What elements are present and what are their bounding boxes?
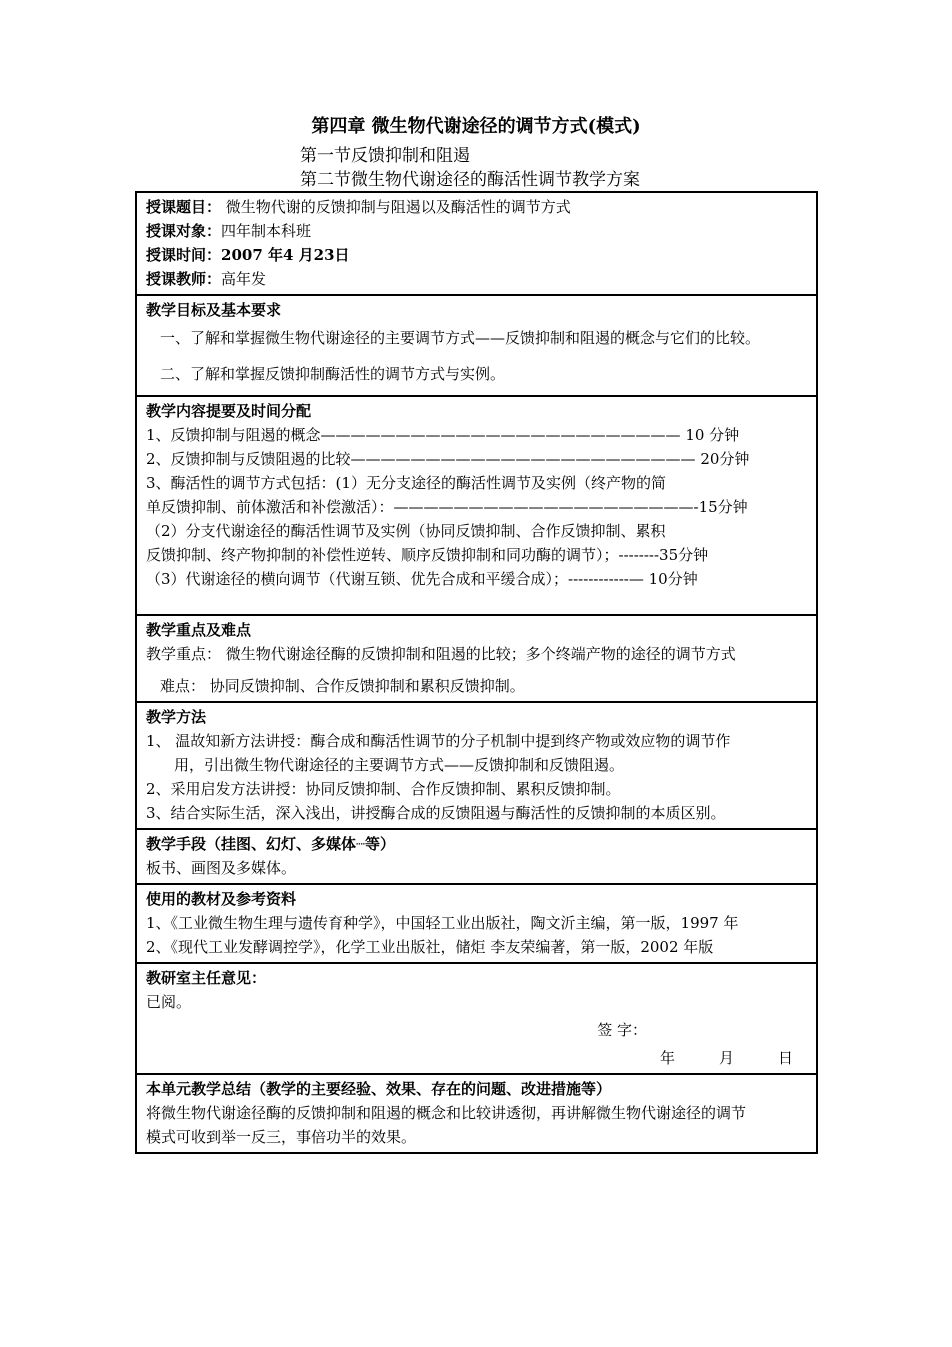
course-info-row [136,192,817,295]
content-line-5: （2）分支代谢途径的酶活性调节及实例（协同反馈抑制、合作反馈抑制、累积 [146,522,666,540]
date-year: 年 [659,1049,675,1067]
goals-cell [136,295,817,396]
keypoints-difficulty: 难点： 协同反馈抑制、合作反馈抑制和累积反馈抑制。 [160,677,525,695]
summary-line-1: 将微生物代谢途径酶的反馈抑制和阻遏的概念和比较讲透彻，再讲解微生物代谢途径的调节 [146,1104,747,1122]
chapter-title: 第四章 微生物代谢途径的调节方式(模式) [311,116,641,137]
topic-label: 授课题目： [146,198,222,216]
section-title-2: 第二节微生物代谢途径的酶活性调节教学方案 [300,170,640,190]
keypoints-cell [136,615,817,702]
goals-item-1: 一、了解和掌握微生物代谢途径的主要调节方式——反馈抑制和阻遏的概念与它们的比较。 [160,329,761,347]
materials-item-2: 2、《现代工业发酵调控学》，化学工业出版社，储炬 李友荣编著，第一版，2002 年版 [146,938,714,956]
means-row [136,829,817,884]
content-line-7: （3）代谢途径的横向调节（代谢互锁、优先合成和平缓合成）；------------— 10分钟 [146,570,698,588]
teaching-plan-table [135,191,818,1154]
methods-item-2: 2、采用启发方法讲授：协同反馈抑制、合作反馈抑制、累积反馈抑制。 [146,780,621,798]
content-line-4: 单反馈抑制、前体激活和补偿激活）：————————————————————-15分钟 [146,498,748,516]
content-line-6: 反馈抑制、终产物抑制的补偿性逆转、顺序反馈抑制和同功酶的调节）；--------35分钟 [146,546,709,564]
methods-row [136,702,817,829]
date-day: 日 [777,1049,793,1067]
methods-item-3: 3、结合实际生活，深入浅出，讲授酶合成的反馈阻遏与酶活性的反馈抑制的本质区别。 [146,804,726,822]
keypoints-heading: 教学重点及难点 [146,621,252,639]
methods-cell [136,702,817,829]
goals-row [136,295,817,396]
teacher-value: 高年发 [221,270,267,288]
content-line-2: 2、反馈抑制与反馈阻遏的比较——————————————————————— 20分钟 [146,450,750,468]
summary-heading: 本单元教学总结（教学的主要经验、效果、存在的问题、改进措施等） [146,1080,612,1098]
review-date [146,1046,807,1070]
keypoints-focus: 教学重点： 微生物代谢途径酶的反馈抑制和阻遏的比较；多个终端产物的途径的调节方式 [146,645,736,663]
section-title-1: 第一节反馈抑制和阻遏 [300,146,470,166]
summary-row [136,1074,817,1153]
review-value: 已阅。 [146,993,192,1011]
date-month: 月 [718,1049,734,1067]
content-row [136,396,817,615]
methods-heading: 教学方法 [146,708,207,726]
topic-value: 微生物代谢的反馈抑制与阻遏以及酶活性的调节方式 [225,198,571,216]
review-cell [136,963,817,1074]
review-heading: 教研室主任意见： [146,969,267,987]
goals-heading: 教学目标及基本要求 [146,301,282,319]
content-line-3: 3、酶活性的调节方式包括：(1）无分支途径的酶活性调节及实例（终产物的简 [146,474,666,492]
time-label: 授课时间： [146,246,222,264]
teacher-label: 授课教师： [146,270,222,288]
signature-label: 签 字： [597,1021,647,1039]
materials-heading: 使用的教材及参考资料 [146,890,297,908]
means-value: 板书、画图及多媒体。 [146,859,297,877]
time-value: 2007 年4 月23日 [221,246,350,264]
content-line-1: 1、反馈抑制与阻遏的概念———————————————————————— 10 分钟 [146,426,740,444]
methods-item-1a: 1、 温故知新方法讲授：酶合成和酶活性调节的分子机制中提到终产物或效应物的调节作 [146,732,731,750]
keypoints-row [136,615,817,702]
summary-cell [136,1074,817,1153]
methods-item-1b: 用，引出微生物代谢途径的主要调节方式——反馈抑制和反馈阻遏。 [174,756,625,774]
materials-item-1: 1、《工业微生物生理与遗传育种学》，中国轻工业出版社，陶文沂主编，第一版，1997 年 [146,914,739,932]
means-heading: 教学手段（挂图、幻灯、多媒体┈等） [146,835,396,853]
review-row [136,963,817,1074]
content-heading: 教学内容提要及时间分配 [146,402,312,420]
audience-label: 授课对象： [146,222,222,240]
means-cell [136,829,817,884]
content-cell [136,396,817,615]
audience-value: 四年制本科班 [221,222,312,240]
goals-item-2: 二、了解和掌握反馈抑制酶活性的调节方式与实例。 [160,365,506,383]
summary-line-2: 模式可收到举一反三，事倍功半的效果。 [146,1128,417,1146]
course-info-cell [136,192,817,295]
materials-row [136,884,817,963]
materials-cell [136,884,817,963]
